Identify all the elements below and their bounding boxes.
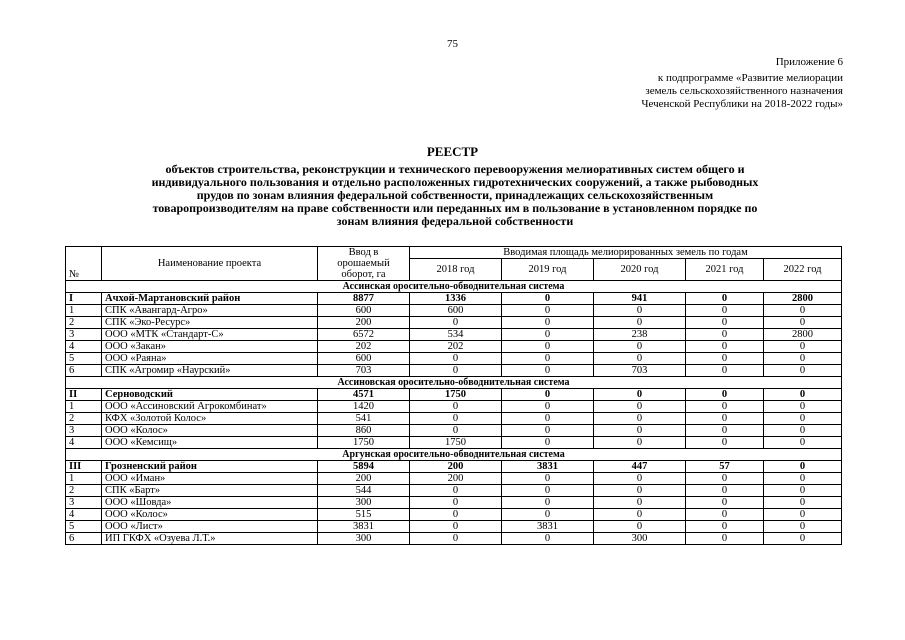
- cell-input-area: 1750: [318, 437, 410, 449]
- irrigation-system-name: Ассиновская оросительно-обводнительная система: [66, 377, 842, 389]
- cell-project-name: ООО «Колос»: [102, 425, 318, 437]
- cell-2019: 0: [502, 401, 594, 413]
- cell-2019: 0: [502, 473, 594, 485]
- district-cell-project-name: Грозненский район: [102, 461, 318, 473]
- cell-project-name: ООО «Закан»: [102, 341, 318, 353]
- cell-2019: 0: [502, 425, 594, 437]
- cell-2021: 0: [686, 497, 764, 509]
- cell-input-area: 300: [318, 497, 410, 509]
- table-row: [66, 485, 842, 497]
- cell-2020: 0: [594, 509, 686, 521]
- cell-2018: 0: [410, 413, 502, 425]
- subprogram-line: к подпрограмме «Развитие мелиорации: [657, 72, 843, 84]
- cell-number: 2: [66, 317, 102, 329]
- subprogram-reference: [613, 72, 843, 111]
- subtitle-line: прудов по зонам влияния федеральной собственности, принадлежащих сельскохозяйственным: [196, 188, 714, 202]
- cell-2022: 0: [764, 341, 842, 353]
- cell-2020: 703: [594, 365, 686, 377]
- subprogram-line: земель сельскохозяйственного назначения: [645, 85, 843, 97]
- cell-project-name: ООО «Иман»: [102, 473, 318, 485]
- cell-2022: 2800: [764, 329, 842, 341]
- cell-2022: 0: [764, 425, 842, 437]
- table-row: [66, 497, 842, 509]
- header-irrigated-input: [318, 247, 410, 281]
- district-cell-2019: 3831: [502, 461, 594, 473]
- cell-input-area: 3831: [318, 521, 410, 533]
- cell-number: 5: [66, 521, 102, 533]
- registry-table: [65, 246, 842, 545]
- cell-2019: 0: [502, 533, 594, 545]
- cell-project-name: ООО «Раяна»: [102, 353, 318, 365]
- cell-project-name: ИП ГКФХ «Озуева Л.Т.»: [102, 533, 318, 545]
- cell-2021: 0: [686, 521, 764, 533]
- table-row: [66, 509, 842, 521]
- cell-2020: 0: [594, 485, 686, 497]
- header-year-2019: 2019 год: [502, 259, 594, 281]
- cell-project-name: ООО «Колос»: [102, 509, 318, 521]
- cell-input-area: 600: [318, 305, 410, 317]
- district-cell-2020: 0: [594, 389, 686, 401]
- cell-project-name: СПК «Эко-Ресурс»: [102, 317, 318, 329]
- cell-number: 4: [66, 509, 102, 521]
- table-row: [66, 533, 842, 545]
- irrigation-system-name: Ассинская оросительно-обводнительная система: [66, 281, 842, 293]
- cell-2022: 0: [764, 533, 842, 545]
- cell-2019: 3831: [502, 521, 594, 533]
- district-cell-2022: 2800: [764, 293, 842, 305]
- table-row: [66, 413, 842, 425]
- cell-number: 3: [66, 329, 102, 341]
- cell-2020: 0: [594, 437, 686, 449]
- cell-2021: 0: [686, 329, 764, 341]
- cell-input-area: 200: [318, 317, 410, 329]
- cell-2019: 0: [502, 485, 594, 497]
- header-project-name: Наименование проекта: [102, 247, 318, 281]
- cell-2018: 200: [410, 473, 502, 485]
- cell-input-area: 515: [318, 509, 410, 521]
- cell-2020: 0: [594, 353, 686, 365]
- district-cell-2021: 0: [686, 293, 764, 305]
- cell-2018: 0: [410, 317, 502, 329]
- cell-project-name: ООО «Шовда»: [102, 497, 318, 509]
- district-cell-project-name: Серноводский: [102, 389, 318, 401]
- cell-input-area: 541: [318, 413, 410, 425]
- table-row: [66, 521, 842, 533]
- cell-2018: 534: [410, 329, 502, 341]
- district-row: [66, 461, 842, 473]
- cell-project-name: ООО «Лист»: [102, 521, 318, 533]
- cell-number: 6: [66, 533, 102, 545]
- cell-2021: 0: [686, 353, 764, 365]
- irrigation-system-row: [66, 281, 842, 293]
- cell-2020: 0: [594, 401, 686, 413]
- cell-2021: 0: [686, 317, 764, 329]
- cell-number: 4: [66, 341, 102, 353]
- cell-2021: 0: [686, 401, 764, 413]
- table-row: [66, 473, 842, 485]
- cell-2019: 0: [502, 437, 594, 449]
- cell-2019: 0: [502, 305, 594, 317]
- cell-2021: 0: [686, 485, 764, 497]
- cell-input-area: 6572: [318, 329, 410, 341]
- appendix-label: Приложение 6: [775, 56, 843, 68]
- cell-number: 2: [66, 485, 102, 497]
- cell-2022: 0: [764, 497, 842, 509]
- cell-2022: 0: [764, 437, 842, 449]
- district-cell-input-area: 8877: [318, 293, 410, 305]
- district-cell-2021: 57: [686, 461, 764, 473]
- cell-number: 1: [66, 401, 102, 413]
- district-cell-number: I: [66, 293, 102, 305]
- cell-project-name: ООО «МТК «Стандарт-С»: [102, 329, 318, 341]
- district-cell-2018: 200: [410, 461, 502, 473]
- table-row: [66, 329, 842, 341]
- cell-2021: 0: [686, 425, 764, 437]
- district-cell-2019: 0: [502, 293, 594, 305]
- district-cell-number: II: [66, 389, 102, 401]
- cell-2021: 0: [686, 341, 764, 353]
- cell-2018: 0: [410, 509, 502, 521]
- table-row: [66, 317, 842, 329]
- cell-project-name: ООО «Кемсищ»: [102, 437, 318, 449]
- irrigation-system-row: [66, 377, 842, 389]
- header-number: №: [66, 247, 102, 281]
- cell-input-area: 200: [318, 473, 410, 485]
- cell-input-area: 202: [318, 341, 410, 353]
- cell-2020: 0: [594, 497, 686, 509]
- table-row: [66, 341, 842, 353]
- header-year-2020: 2020 год: [594, 259, 686, 281]
- cell-2020: 0: [594, 521, 686, 533]
- cell-2019: 0: [502, 365, 594, 377]
- cell-2018: 600: [410, 305, 502, 317]
- cell-2019: 0: [502, 509, 594, 521]
- cell-2018: 0: [410, 401, 502, 413]
- district-cell-2022: 0: [764, 389, 842, 401]
- cell-2019: 0: [502, 317, 594, 329]
- header-year-2021: 2021 год: [686, 259, 764, 281]
- table-row: [66, 353, 842, 365]
- cell-2018: 0: [410, 353, 502, 365]
- cell-project-name: СПК «Авангард-Агро»: [102, 305, 318, 317]
- cell-2022: 0: [764, 365, 842, 377]
- document-title: РЕЕСТР: [426, 144, 479, 159]
- cell-2022: 0: [764, 509, 842, 521]
- cell-2020: 0: [594, 317, 686, 329]
- cell-input-area: 703: [318, 365, 410, 377]
- district-cell-2019: 0: [502, 389, 594, 401]
- cell-number: 3: [66, 497, 102, 509]
- table-row: [66, 305, 842, 317]
- cell-number: 2: [66, 413, 102, 425]
- cell-project-name: ООО «Ассиновский Агрокомбинат»: [102, 401, 318, 413]
- cell-2021: 0: [686, 509, 764, 521]
- cell-input-area: 300: [318, 533, 410, 545]
- cell-number: 5: [66, 353, 102, 365]
- table-row: [66, 437, 842, 449]
- cell-2018: 0: [410, 533, 502, 545]
- subprogram-line: Чеченской Республики на 2018-2022 годы»: [641, 98, 843, 110]
- district-cell-number: III: [66, 461, 102, 473]
- table-row: [66, 365, 842, 377]
- cell-project-name: КФХ «Золотой Колос»: [102, 413, 318, 425]
- cell-number: 1: [66, 305, 102, 317]
- cell-2019: 0: [502, 341, 594, 353]
- cell-2022: 0: [764, 413, 842, 425]
- cell-2018: 202: [410, 341, 502, 353]
- cell-2019: 0: [502, 413, 594, 425]
- cell-2018: 1750: [410, 437, 502, 449]
- district-cell-2020: 941: [594, 293, 686, 305]
- district-cell-input-area: 4571: [318, 389, 410, 401]
- cell-2021: 0: [686, 437, 764, 449]
- cell-2022: 0: [764, 353, 842, 365]
- cell-input-area: 1420: [318, 401, 410, 413]
- subtitle-line: зонам влияния федеральной собственности: [336, 214, 574, 228]
- subtitle-line: объектов строительства, реконструкции и технического перевооружения мелиоративных систем общего и: [165, 162, 745, 176]
- cell-2020: 300: [594, 533, 686, 545]
- table-row: [66, 401, 842, 413]
- document-subtitle: [60, 163, 850, 228]
- cell-2022: 0: [764, 473, 842, 485]
- irrigation-system-name: Аргунская оросительно-обводнительная система: [66, 449, 842, 461]
- cell-2020: 0: [594, 341, 686, 353]
- cell-input-area: 544: [318, 485, 410, 497]
- cell-2022: 0: [764, 305, 842, 317]
- header-input-line: оборот, га: [341, 269, 386, 280]
- cell-2022: 0: [764, 485, 842, 497]
- irrigation-system-row: [66, 449, 842, 461]
- table-body: [66, 281, 842, 545]
- cell-2019: 0: [502, 329, 594, 341]
- cell-2020: 0: [594, 425, 686, 437]
- cell-2022: 0: [764, 521, 842, 533]
- district-row: [66, 389, 842, 401]
- header-year-2022: 2022 год: [764, 259, 842, 281]
- cell-number: 4: [66, 437, 102, 449]
- cell-input-area: 600: [318, 353, 410, 365]
- cell-2018: 0: [410, 365, 502, 377]
- header-year-2018: 2018 год: [410, 259, 502, 281]
- cell-2022: 0: [764, 401, 842, 413]
- cell-2020: 238: [594, 329, 686, 341]
- cell-2018: 0: [410, 497, 502, 509]
- district-cell-2020: 447: [594, 461, 686, 473]
- cell-2018: 0: [410, 485, 502, 497]
- cell-project-name: СПК «Барт»: [102, 485, 318, 497]
- district-cell-2022: 0: [764, 461, 842, 473]
- district-cell-project-name: Ачхой-Мартановский район: [102, 293, 318, 305]
- cell-number: 6: [66, 365, 102, 377]
- district-cell-2018: 1336: [410, 293, 502, 305]
- subtitle-line: индивидуального пользования и отдельно расположенных гидротехнических сооружений, а также рыбоводных: [151, 175, 759, 189]
- cell-2020: 0: [594, 413, 686, 425]
- subtitle-line: товаропроизводителям на праве собственности или переданных им в пользование в установленном порядке по: [152, 201, 758, 215]
- header-input-line: орошаемый: [337, 258, 390, 269]
- page-number: 75: [447, 38, 458, 50]
- cell-2021: 0: [686, 365, 764, 377]
- cell-2021: 0: [686, 473, 764, 485]
- cell-number: 3: [66, 425, 102, 437]
- cell-2022: 0: [764, 317, 842, 329]
- cell-2018: 0: [410, 425, 502, 437]
- cell-2020: 0: [594, 473, 686, 485]
- cell-2021: 0: [686, 533, 764, 545]
- header-input-line: Ввод в: [348, 247, 379, 258]
- cell-input-area: 860: [318, 425, 410, 437]
- cell-2021: 0: [686, 305, 764, 317]
- district-cell-2018: 1750: [410, 389, 502, 401]
- table-row: [66, 425, 842, 437]
- district-cell-input-area: 5894: [318, 461, 410, 473]
- cell-2020: 0: [594, 305, 686, 317]
- cell-number: 1: [66, 473, 102, 485]
- district-cell-2021: 0: [686, 389, 764, 401]
- header-area-by-year: Вводимая площадь мелиорированных земель по годам: [410, 247, 842, 259]
- cell-2019: 0: [502, 353, 594, 365]
- cell-2018: 0: [410, 521, 502, 533]
- cell-2021: 0: [686, 413, 764, 425]
- table-header: [66, 247, 842, 281]
- district-row: [66, 293, 842, 305]
- cell-project-name: СПК «Агромир «Наурский»: [102, 365, 318, 377]
- cell-2019: 0: [502, 497, 594, 509]
